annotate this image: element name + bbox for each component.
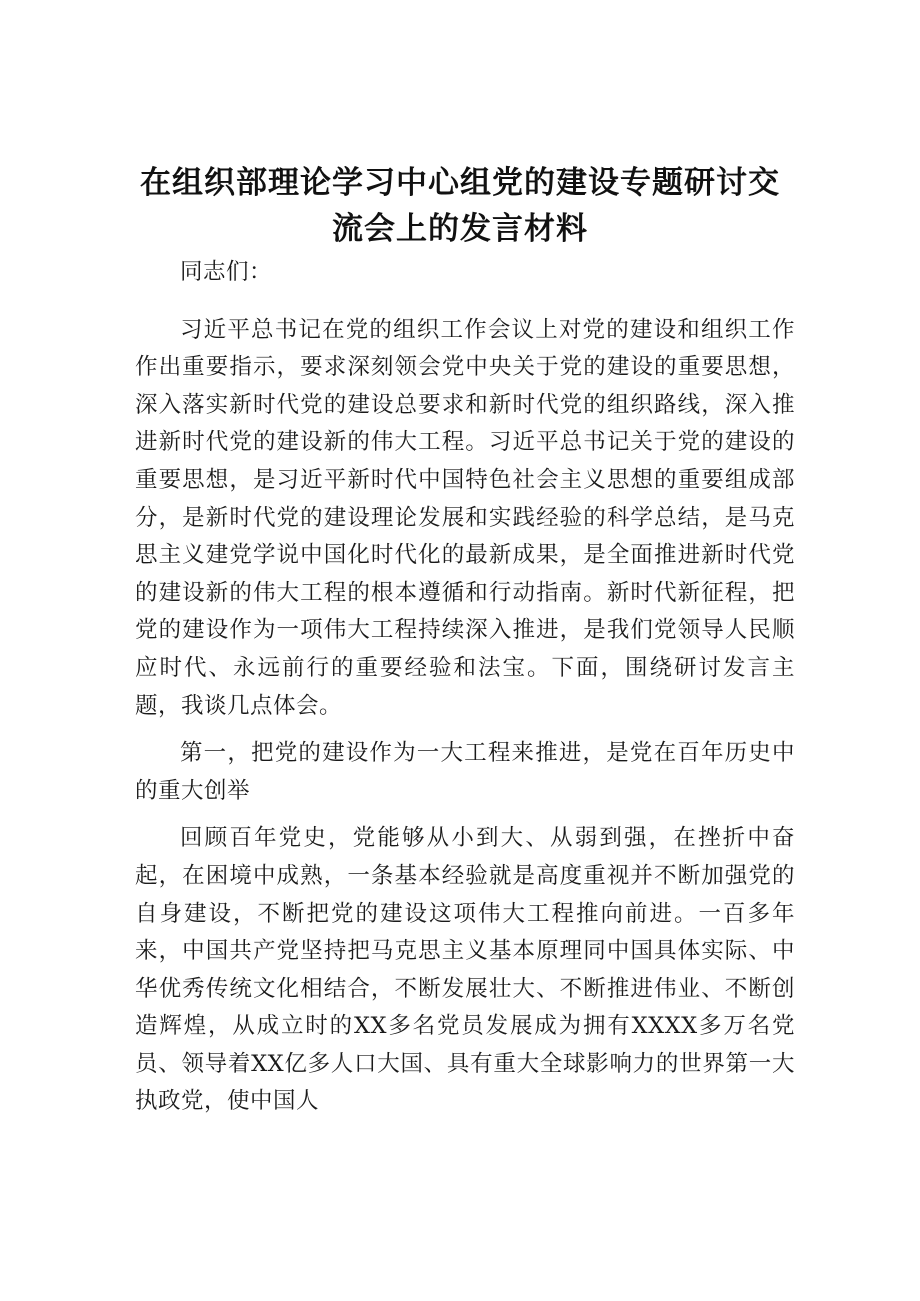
title-line-2: 流会上的发言材料 <box>332 211 588 247</box>
paragraph-heading-first: 第一，把党的建设作为一大工程来推进，是党在百年历史中的重大创举 <box>135 740 795 804</box>
title-line-1: 在组织部理论学习中心组党的建设专题研讨交 <box>140 165 780 201</box>
document-body <box>135 254 795 1131</box>
salutation: 同志们： <box>180 259 273 285</box>
document-title <box>130 160 790 252</box>
paragraph-history: 回顾百年党史，党能够从小到大、从弱到强，在挫折中奋起，在困境中成熟，一条基本经验就是高度重视并不断加强党的自身建设，不断把党的建设这项伟大工程推向前进。一百多年来，中国共产党坚持把马克思主义基本原理同中国具体实际、中华优秀传统文化相结合，不断发展壮大、不断推进伟业、不断创造辉煌，从成立时的XX多名党员发展成为拥有XXXX多万名党员、领导着XX亿多人口大国、具有重大全球影响力的世界第一大执政党，使中国人 <box>135 825 795 1115</box>
paragraph-intro: 习近平总书记在党的组织工作会议上对党的建设和组织工作作出重要指示，要求深刻领会党中央关于党的建设的重要思想，深入落实新时代党的建设总要求和新时代党的组织路线，深入推进新时代党的建设新的伟大工程。习近平总书记关于党的建设的重要思想，是习近平新时代中国特色社会主义思想的重要组成部分，是新时代党的建设理论发展和实践经验的科学总结，是马克思主义建党学说中国化时代化的最新成果，是全面推进新时代党的建设新的伟大工程的根本遵循和行动指南。新时代新征程，把党的建设作为一项伟大工程持续深入推进，是我们党领导人民顺应时代、永远前行的重要经验和法宝。下面，围绕研讨发言主题，我谈几点体会。 <box>135 316 795 719</box>
